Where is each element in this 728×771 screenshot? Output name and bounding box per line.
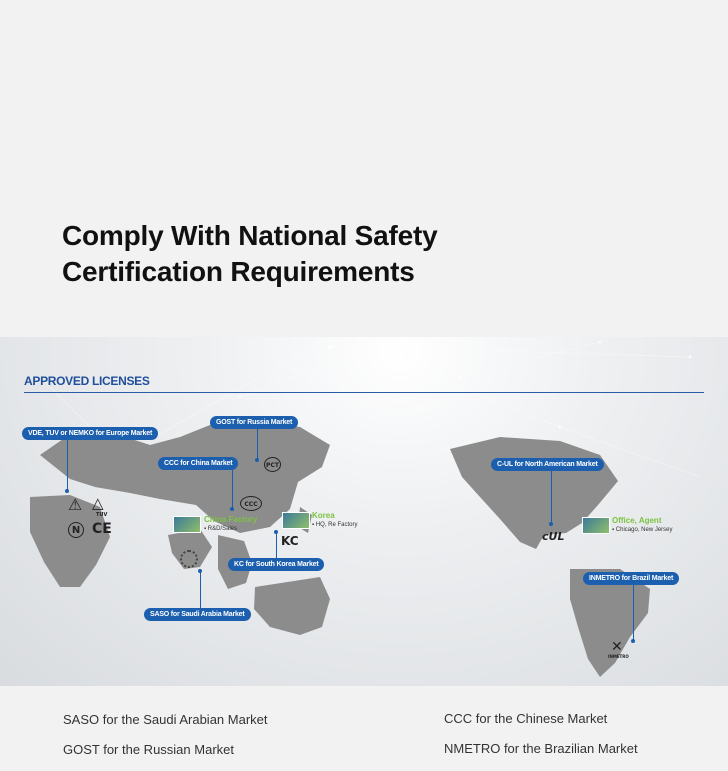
saso-icon (180, 550, 198, 568)
brazil-dot (631, 639, 635, 643)
saudi-connector (200, 572, 201, 608)
tuv-mark-label: TUV (96, 512, 108, 518)
inmetro-icon: ✕ (611, 639, 623, 655)
china-factory-title: China Factory (204, 515, 258, 524)
tuv-triangle-icon: △ (92, 494, 104, 512)
title-line-1: Comply With National Safety (62, 220, 438, 251)
list-item-nmetro: NMETRO for the Brazilian Market (444, 741, 638, 756)
us-office-title: Office, Agent (612, 516, 662, 525)
china-market-tag: CCC for China Market (158, 457, 238, 470)
saudi-market-tag: SASO for Saudi Arabia Market (144, 608, 251, 621)
page-title (62, 218, 438, 290)
china-dot (230, 507, 234, 511)
korea-connector (276, 533, 277, 559)
vde-icon: ⚠ (68, 495, 83, 514)
us-office-sub: ▪ Chicago, New Jersey (612, 527, 673, 533)
licenses-map (0, 337, 728, 686)
heading-divider (24, 392, 704, 393)
china-factory-sub: ▪ R&D/Sales (204, 526, 238, 532)
europe-dot (65, 489, 69, 493)
china-connector (232, 470, 233, 508)
list-item-gost: GOST for the Russian Market (63, 742, 234, 757)
kc-icon: KC (281, 534, 299, 548)
korea-photo (282, 512, 310, 529)
korea-market-tag: KC for South Korea Market (228, 558, 324, 571)
us-office-photo (582, 517, 610, 534)
list-item-saso: SASO for the Saudi Arabian Market (63, 712, 268, 727)
korea-title: Korea (312, 511, 335, 520)
brazil-market-tag: INMETRO for Brazil Market (583, 572, 679, 585)
russia-connector (257, 429, 258, 459)
gost-icon: PCT (264, 457, 281, 472)
list-item-ccc: CCC for the Chinese Market (444, 711, 608, 726)
north-america-connector (551, 471, 552, 523)
europe-connector (67, 440, 68, 490)
world-map-graphic (0, 337, 728, 686)
china-factory-photo (173, 516, 201, 533)
russia-market-tag: GOST for Russia Market (210, 416, 298, 429)
europe-market-tag: VDE, TUV or NEMKO for Europe Market (22, 427, 158, 440)
north-america-market-tag: C-UL for North American Market (491, 458, 604, 471)
russia-dot (255, 458, 259, 462)
nemko-icon: N (68, 522, 84, 538)
north-america-dot (549, 522, 553, 526)
ce-icon: CE (92, 521, 112, 537)
title-line-2: Certification Requirements (62, 256, 415, 287)
brazil-connector (633, 585, 634, 640)
ul-icon: cUL (542, 530, 565, 543)
inmetro-mark-label: INMETRO (608, 654, 629, 659)
korea-sub: ▪ HQ, Re Factory (312, 522, 358, 528)
ccc-icon: CCC (240, 496, 262, 511)
approved-licenses-heading: APPROVED LICENSES (24, 374, 150, 388)
